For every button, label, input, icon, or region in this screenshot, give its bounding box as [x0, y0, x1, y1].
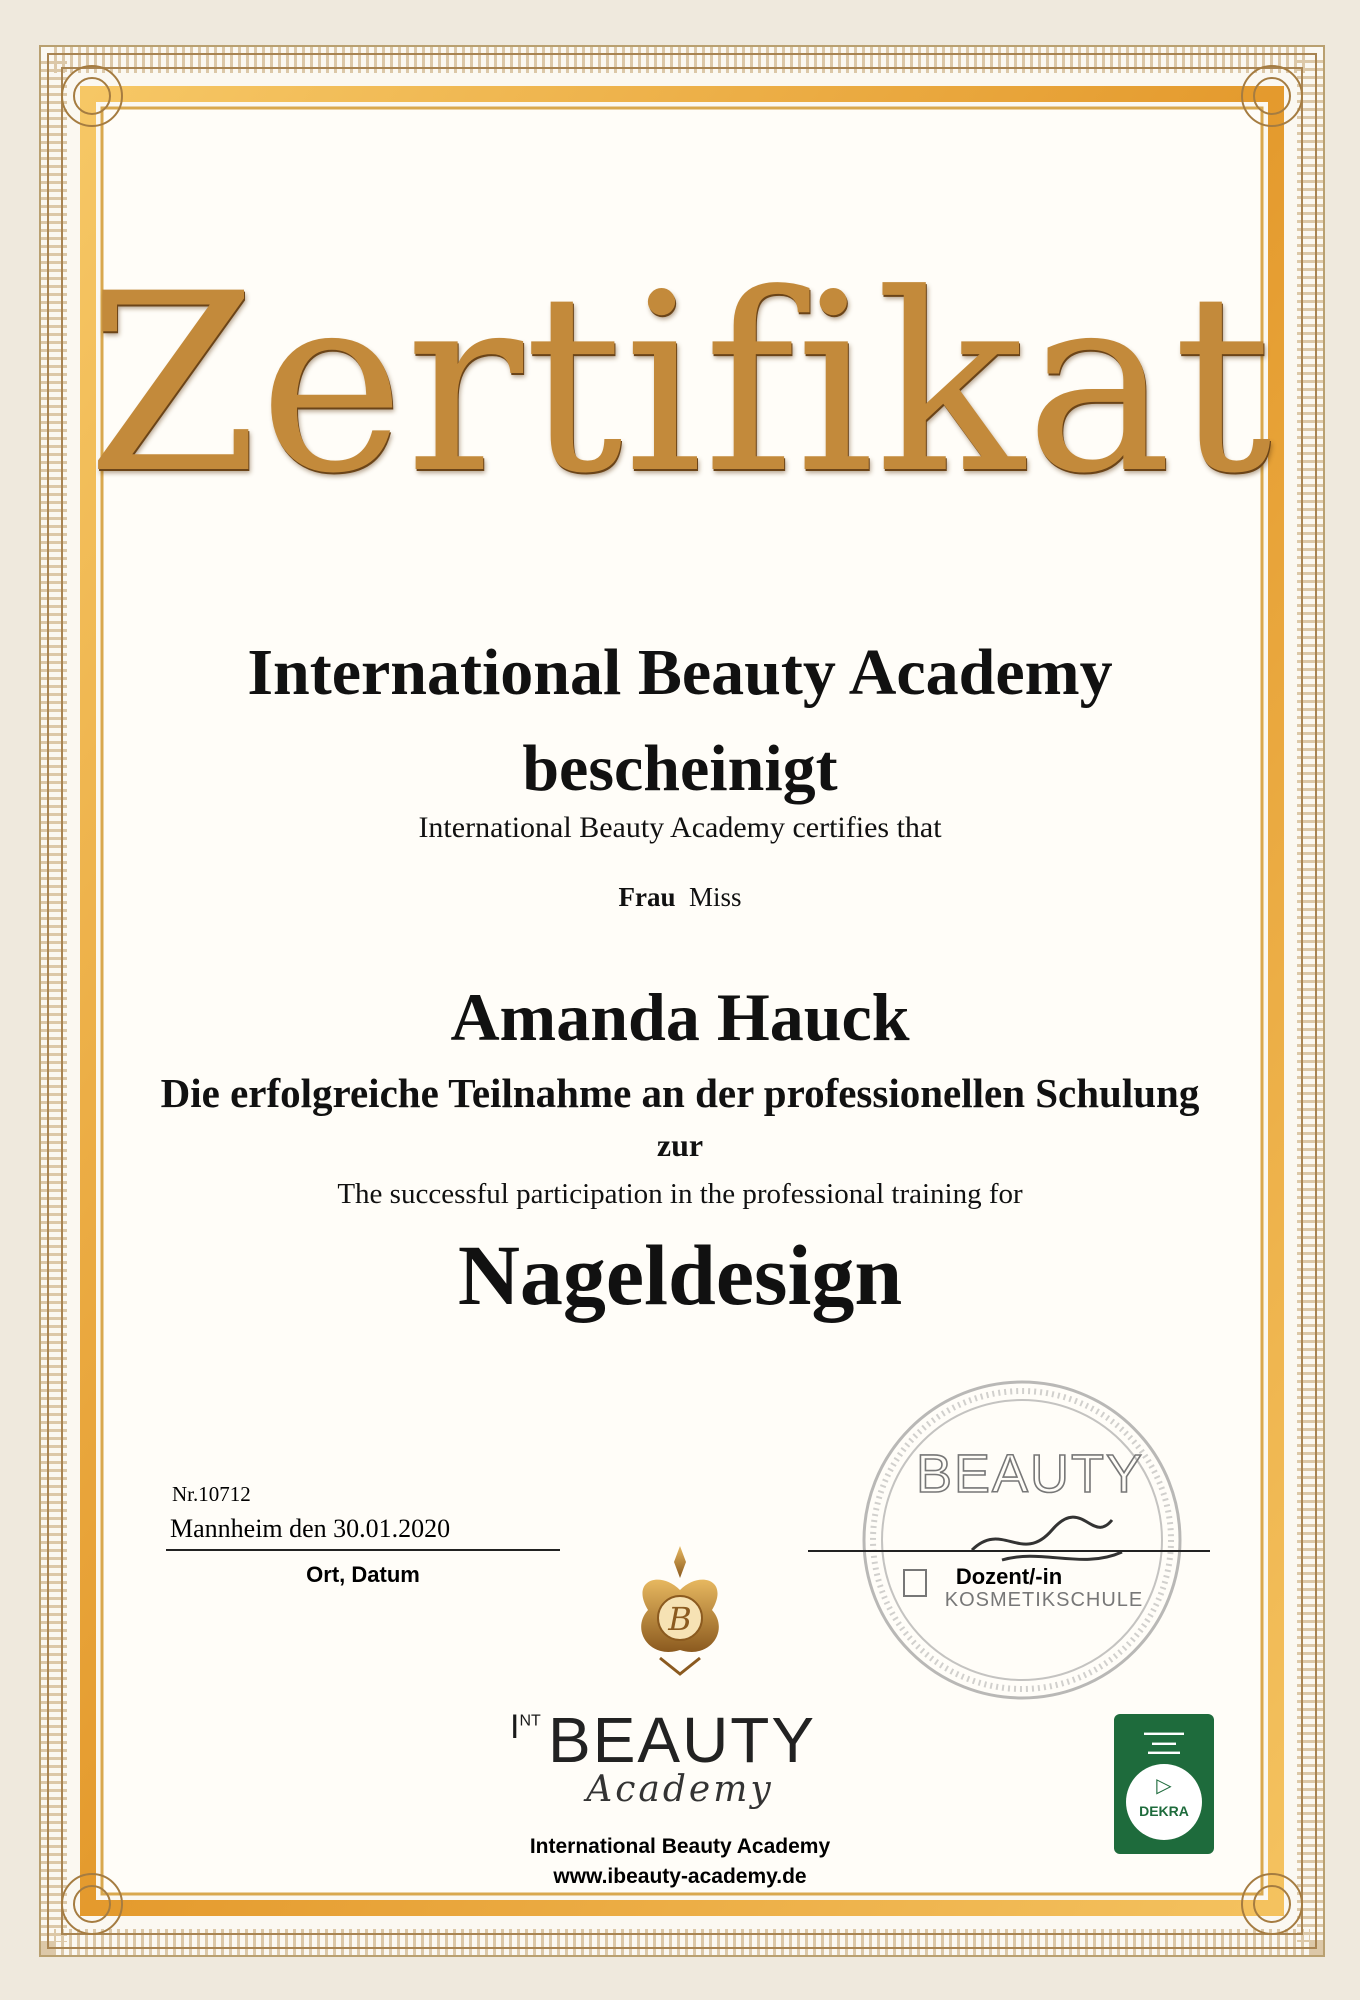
signature-line [808, 1550, 1210, 1552]
completion-zur: zur [656, 1127, 704, 1163]
course-name: Nageldesign [457, 1227, 903, 1323]
place-date-label: Ort, Datum [306, 1562, 420, 1587]
issuer-english: International Beauty Academy certifies that [418, 811, 942, 844]
dekra-triangle-icon: ▷ [1156, 1775, 1172, 1797]
brand-int-prefix [510, 1710, 541, 1744]
academy-crest-icon [620, 1540, 740, 1690]
brand-beauty: BEAUTY [548, 1704, 817, 1776]
salutation-de: Frau [618, 882, 676, 912]
certificate-title: Zertifikat [87, 242, 1273, 528]
completion-statement: Die erfolgreiche Teilnahme an der professionellen Schulung [160, 1070, 1200, 1116]
place-date-line [166, 1549, 560, 1551]
place-date: Mannheim den 30.01.2020 [170, 1514, 451, 1543]
recipient-name: Amanda Hauck [450, 979, 910, 1055]
issuer-verb: bescheinigt [522, 732, 838, 805]
brand-academy: Academy [586, 1769, 774, 1810]
dekra-seal [1126, 1764, 1202, 1840]
footer-academy-name: International Beauty Academy [529, 1835, 831, 1858]
signature [972, 1517, 1122, 1560]
salutation-en: Miss [688, 882, 742, 912]
stamp-bottom-text: KOSMETIKSCHULE [944, 1589, 1144, 1611]
certificate-number: Nr.10712 [172, 1482, 251, 1506]
dekra-badge-header: ▬▬▬▬▬ ▬▬▬ ▬▬▬▬ [1144, 1728, 1184, 1757]
brand-int-letter: I [510, 1708, 520, 1746]
stamp-top-text: BEAUTY [915, 1444, 1145, 1504]
dekra-label: DEKRA [1139, 1803, 1189, 1819]
brand-int-superscript: NT [519, 1712, 541, 1730]
issuer-name: International Beauty Academy [247, 636, 1113, 709]
footer-website: www.ibeauty-academy.de [553, 1865, 807, 1888]
signature-label: Dozent/-in [955, 1564, 1063, 1589]
school-stamp [852, 1370, 1192, 1710]
dekra-badge [1114, 1714, 1214, 1854]
completion-statement-english: The successful participation in the professional training for [337, 1178, 1023, 1210]
salutation [0, 884, 1360, 911]
svg-text:B: B [668, 1600, 692, 1638]
